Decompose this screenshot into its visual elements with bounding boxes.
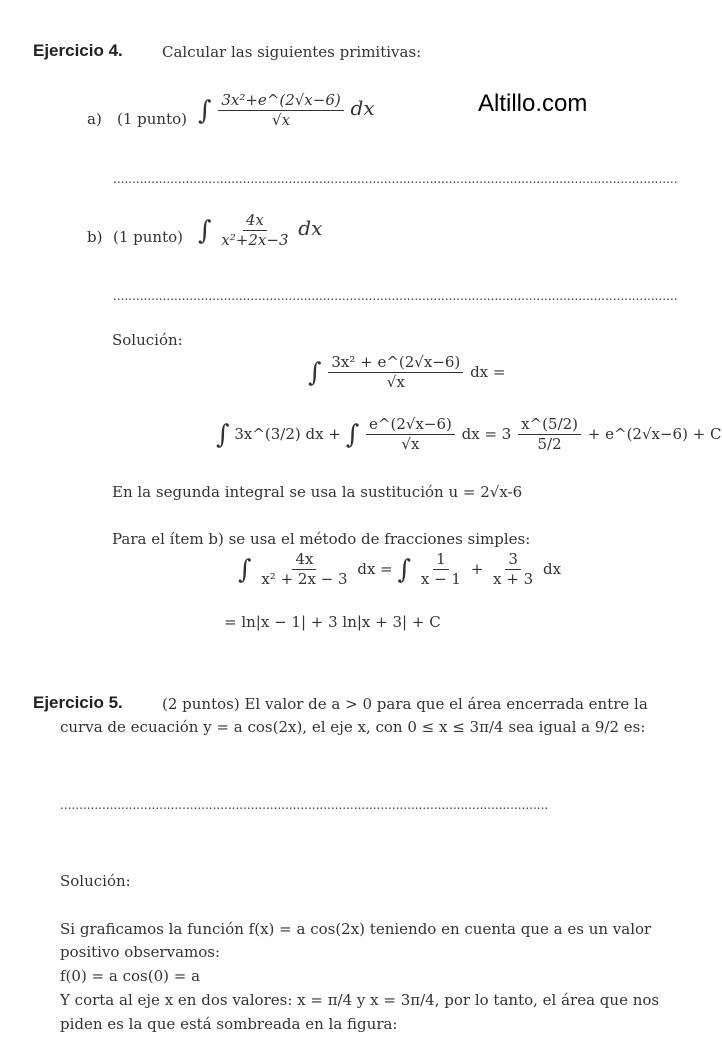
pf-numerator: 4x xyxy=(292,551,316,570)
ex5-line1: (2 puntos) El valor de a > 0 para que el área encerrada entre la xyxy=(162,695,648,713)
sol2-result-numerator: x^(5/2) xyxy=(518,416,581,435)
integral-sign: ∫ xyxy=(198,95,212,126)
ex5-p4: Y corta al eje x en dos valores: x = π/4 y x = 3π/4, por lo tanto, el área que nos xyxy=(60,991,660,1009)
ex4-b-fraction xyxy=(218,212,291,250)
sol2-result-denominator: 5/2 xyxy=(537,435,562,454)
ex4-a-integral xyxy=(198,92,375,130)
ex5-solution-label: Solución: xyxy=(60,872,131,890)
ex4-heading: Ejercicio 4. xyxy=(33,41,123,60)
ex5-heading: Ejercicio 5. xyxy=(33,693,123,712)
pf-mid: dx = xyxy=(357,559,393,578)
integral-sign: ∫ xyxy=(308,357,322,388)
sol1-fraction xyxy=(328,354,463,392)
ex5-p1: Si graficamos la función f(x) = a cos(2x) teniendo en cuenta que a es un valor xyxy=(60,920,652,938)
ex4-a-dx: dx xyxy=(350,95,375,120)
sol2-numerator: e^(2√x−6) xyxy=(366,416,455,435)
pf-denominator-3: x + 3 xyxy=(493,570,534,589)
ex4-partial-fractions-eq xyxy=(238,551,561,589)
ex4-b-dx: dx xyxy=(298,215,323,240)
ex4-substitution-note: En la segunda integral se usa la sustitución u = 2√x-6 xyxy=(112,483,523,501)
ex4-partial-fractions-note: Para el ítem b) se usa el método de fracciones simples: xyxy=(112,530,531,548)
ex5-line2: curva de ecuación y = a cos(2x), el eje x, con 0 ≤ x ≤ 3π/4 sea igual a 9/2 es: xyxy=(60,718,646,736)
ex4-a-numerator: 3x²+e^(2√x−6) xyxy=(218,92,343,111)
ex4-b-integral xyxy=(198,212,322,250)
ex5-p2: positivo observamos: xyxy=(60,943,221,961)
sol2-fraction xyxy=(366,416,455,454)
ex4-a-label: a) xyxy=(87,110,102,128)
ex5-answer-line: ................................................................................................................................ xyxy=(60,798,549,812)
ex4-a-points: (1 punto) xyxy=(117,110,187,128)
integral-sign: ∫ xyxy=(238,554,252,585)
watermark: Altillo.com xyxy=(478,90,588,117)
pf-plus: + xyxy=(470,559,484,578)
ex4-prompt: Calcular las siguientes primitivas: xyxy=(162,43,422,61)
ex4-a-denominator: √x xyxy=(272,111,291,130)
sol2-denominator: √x xyxy=(401,435,420,454)
integral-sign: ∫ xyxy=(345,419,360,450)
sol2-result-fraction xyxy=(518,416,581,454)
ex4-b-numerator: 4x xyxy=(243,212,267,231)
integral-sign: ∫ xyxy=(216,419,230,450)
ex4-b-label: b) xyxy=(87,228,103,246)
sol1-numerator: 3x² + e^(2√x−6) xyxy=(328,354,463,373)
pf-fraction xyxy=(258,551,350,589)
ex4-a-answer-line: .................................................................................................................................................... xyxy=(113,172,678,186)
integral-sign: ∫ xyxy=(397,554,412,585)
ex4-solution-line1 xyxy=(308,354,505,392)
pf-fraction-2 xyxy=(418,551,464,589)
sol2-part-a: 3x^(3/2) dx + xyxy=(234,424,341,443)
ex4-a-fraction xyxy=(218,92,343,130)
ex5-p3: f(0) = a cos(0) = a xyxy=(60,967,201,985)
pf-numerator-2: 1 xyxy=(433,551,449,570)
ex4-b-answer-line: .................................................................................................................................................... xyxy=(113,289,678,303)
pf-fraction-3 xyxy=(490,551,536,589)
ex4-result: = ln|x − 1| + 3 ln|x + 3| + C xyxy=(224,613,441,631)
ex4-b-points: (1 punto) xyxy=(113,228,183,246)
sol2-mid: dx = 3 xyxy=(461,424,512,443)
ex4-solution-label: Solución: xyxy=(112,331,183,349)
pf-numerator-3: 3 xyxy=(505,551,521,570)
sol1-end: dx = xyxy=(470,362,506,381)
ex4-b-denominator: x²+2x−3 xyxy=(221,231,289,250)
sol2-end: + e^(2√x−6) + C xyxy=(587,424,722,443)
pf-denominator: x² + 2x − 3 xyxy=(261,570,348,589)
pf-end: dx xyxy=(543,559,562,578)
sol1-denominator: √x xyxy=(386,373,405,392)
ex4-solution-line2 xyxy=(216,416,722,454)
ex5-p5: piden es la que está sombreada en la figura: xyxy=(60,1015,398,1033)
integral-sign: ∫ xyxy=(198,215,212,246)
pf-denominator-2: x − 1 xyxy=(420,570,461,589)
